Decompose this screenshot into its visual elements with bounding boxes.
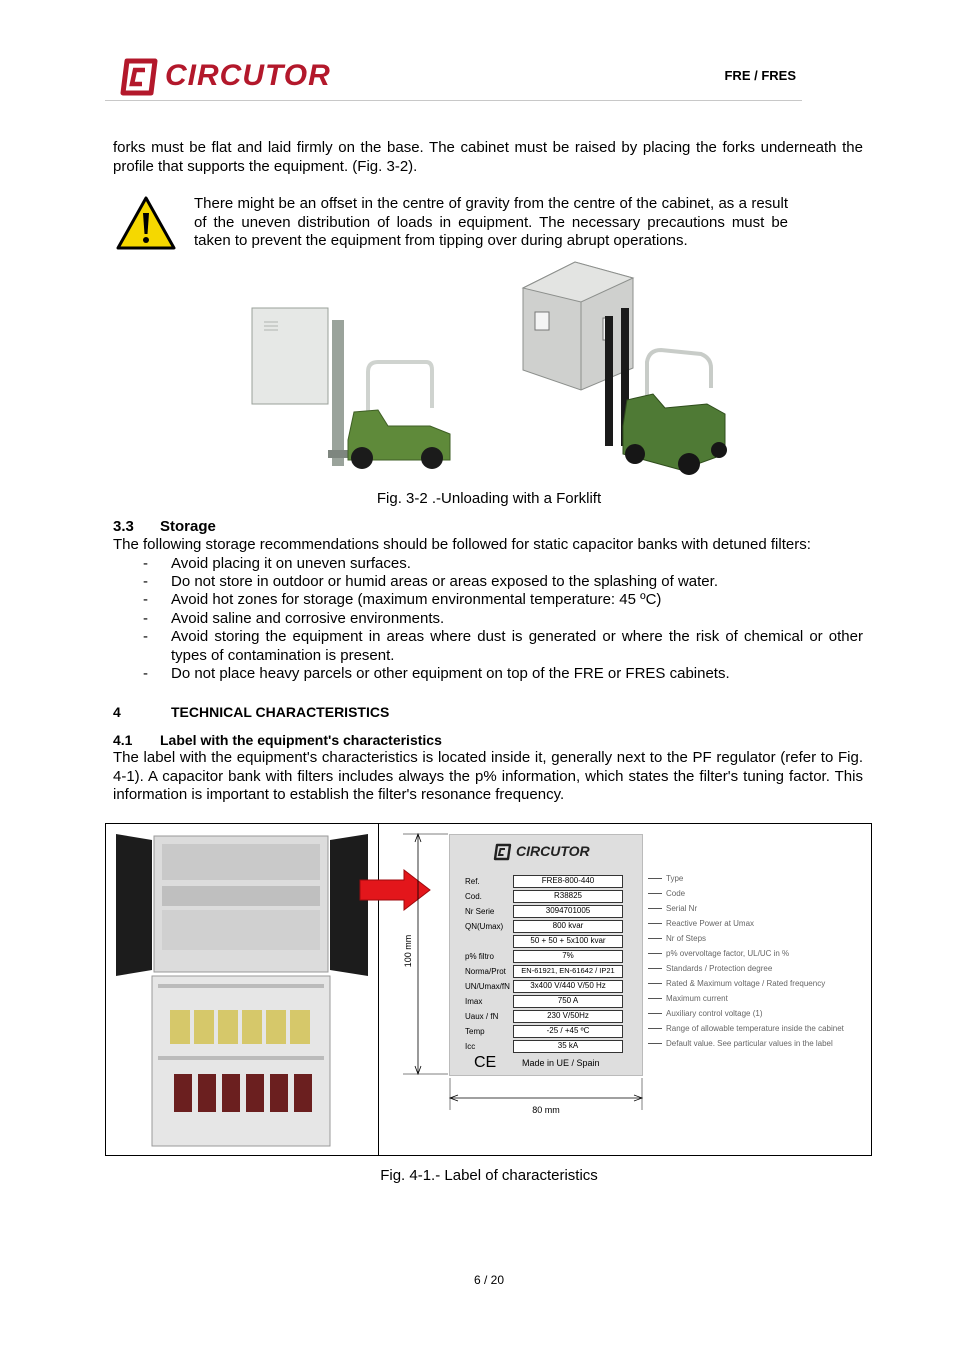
plate-rows	[450, 871, 642, 1049]
plate-row-value: 50 + 50 + 5x100 kvar	[513, 935, 623, 948]
storage-list	[113, 555, 863, 685]
list-item: - Do not store in outdoor or humid areas or areas exposed to the splashing of water.	[143, 573, 718, 590]
plate-row-value: -25 / +45 ºC	[513, 1025, 623, 1038]
legend-item: Code	[648, 889, 866, 898]
header-divider	[105, 100, 802, 101]
figure-4-1-frame	[105, 823, 872, 1156]
list-item: - Do not place heavy parcels or other equipment on top of the FRE or FRES cabinets.	[143, 665, 730, 682]
legend-item: Type	[648, 874, 866, 883]
plate-row-value: 35 kA	[513, 1040, 623, 1053]
figure-3-2-caption: Fig. 3-2 .-Unloading with a Forklift	[376, 490, 602, 507]
legend-item: Rated & Maximum voltage / Rated frequency	[648, 979, 866, 988]
plate-row-value: 800 kvar	[513, 920, 623, 933]
plate-row-name: Icc	[465, 1042, 476, 1051]
legend-item: Nr of Steps	[648, 934, 866, 943]
plate-row-name: Nr Serie	[465, 907, 495, 916]
plate-row-value: 230 V/50Hz	[513, 1010, 623, 1023]
list-item: - Avoid placing it on uneven surfaces.	[143, 555, 411, 572]
forklift-illustration-left	[250, 300, 460, 472]
legend-item: Standards / Protection degree	[648, 964, 866, 973]
section-3-3-intro: The following storage recommendations should be followed for static capacitor banks with detuned filters:	[113, 536, 811, 553]
warning-text: There might be an offset in the centre of gravity from the centre of the cabinet, as a result of the uneven distribution of loads in equipment. The necessary precautions must be taken to prevent the equipment from tipping over during abrupt operations.	[194, 195, 788, 249]
list-item: - Avoid saline and corrosive environments.	[143, 610, 445, 627]
legend-item: Serial Nr	[648, 904, 866, 913]
made-in-text: Made in UE / Spain	[522, 1058, 600, 1068]
section-4-number: 4	[113, 704, 121, 720]
header	[105, 55, 802, 105]
figure-4-1-caption: Fig. 4-1.- Label of characteristics	[380, 1167, 598, 1184]
label-legend	[648, 870, 868, 1056]
page-number: 6 / 20	[473, 1273, 505, 1287]
section-3-3-title: Storage	[160, 518, 216, 535]
plate-row-name: Uaux / fN	[465, 1012, 499, 1021]
document-code: FRE / FRES	[724, 68, 796, 83]
section-4-title: TECHNICAL CHARACTERISTICS	[171, 704, 390, 720]
legend-item: Maximum current	[648, 994, 866, 1003]
list-item: - Avoid storing the equipment in areas where dust is generated or where the risk of chemical or other types of contamination is present.	[143, 628, 863, 664]
plate-row-value: 750 A	[513, 995, 623, 1008]
plate-logo-text: CIRCUTOR	[516, 843, 590, 859]
plate-row-name: QN(Umax)	[465, 922, 504, 931]
plate-row-value: 7%	[513, 950, 623, 963]
legend-item: p% overvoltage factor, UL/UC in %	[648, 949, 866, 958]
plate-logo-icon	[492, 843, 512, 861]
plate-row-name: Imax	[465, 997, 483, 1006]
logo-text: CIRCUTOR	[165, 59, 331, 92]
plate-row-name: p% filtro	[465, 952, 494, 961]
plate-row-value: 3094701005	[513, 905, 623, 918]
circutor-logo-icon	[117, 57, 159, 97]
plate-row-value: 3x400 V/440 V/50 Hz	[513, 980, 623, 993]
section-4-1-title: Label with the equipment's characteristics	[160, 732, 442, 748]
legend-item: Range of allowable temperature inside the cabinet	[648, 1024, 866, 1033]
list-item: - Avoid hot zones for storage (maximum environmental temperature: 45 ºC)	[143, 591, 662, 608]
plate-row-name: Temp	[465, 1027, 485, 1036]
legend-item: Reactive Power at Umax	[648, 919, 866, 928]
plate-row-value: R38825	[513, 890, 623, 903]
plate-row-name: Norma/Prot	[465, 967, 506, 976]
section-4-1-paragraph: The label with the equipment's characteristics is located inside it, generally next to the PF regulator (refer to Fig. 4-1). A capacitor bank with filters includes always the p% information, which states the filter's tuning factor. This information is important to establish the filter's resonance frequency.	[113, 749, 863, 803]
plate-row-value: EN-61921, EN-61642 / IP21	[513, 965, 623, 978]
warning-icon	[115, 195, 177, 251]
ce-mark-icon: CE	[474, 1054, 497, 1071]
height-dimension: 100 mm	[403, 934, 413, 968]
plate-row-name: Ref.	[465, 877, 480, 886]
section-3-3-number: 3.3	[113, 518, 134, 535]
legend-item: Default value. See particular values in the label	[648, 1039, 866, 1048]
plate-row-name: Cod.	[465, 892, 482, 901]
section-4-1-number: 4.1	[113, 732, 133, 748]
capacitor-bank-photo	[114, 830, 370, 1148]
plate-row-name: UN/Umax/fN	[465, 982, 510, 991]
width-dimension: 80 mm	[532, 1105, 560, 1115]
forklift-illustration-right	[515, 258, 730, 480]
intro-paragraph: forks must be flat and laid firmly on the base. The cabinet must be raised by placing the forks underneath the profile that supports the equipment. (Fig. 3-2).	[113, 139, 863, 175]
plate-row-value: FRE8-800-440	[513, 875, 623, 888]
legend-item: Auxiliary control voltage (1)	[648, 1009, 866, 1018]
characteristics-label-plate	[449, 834, 643, 1076]
